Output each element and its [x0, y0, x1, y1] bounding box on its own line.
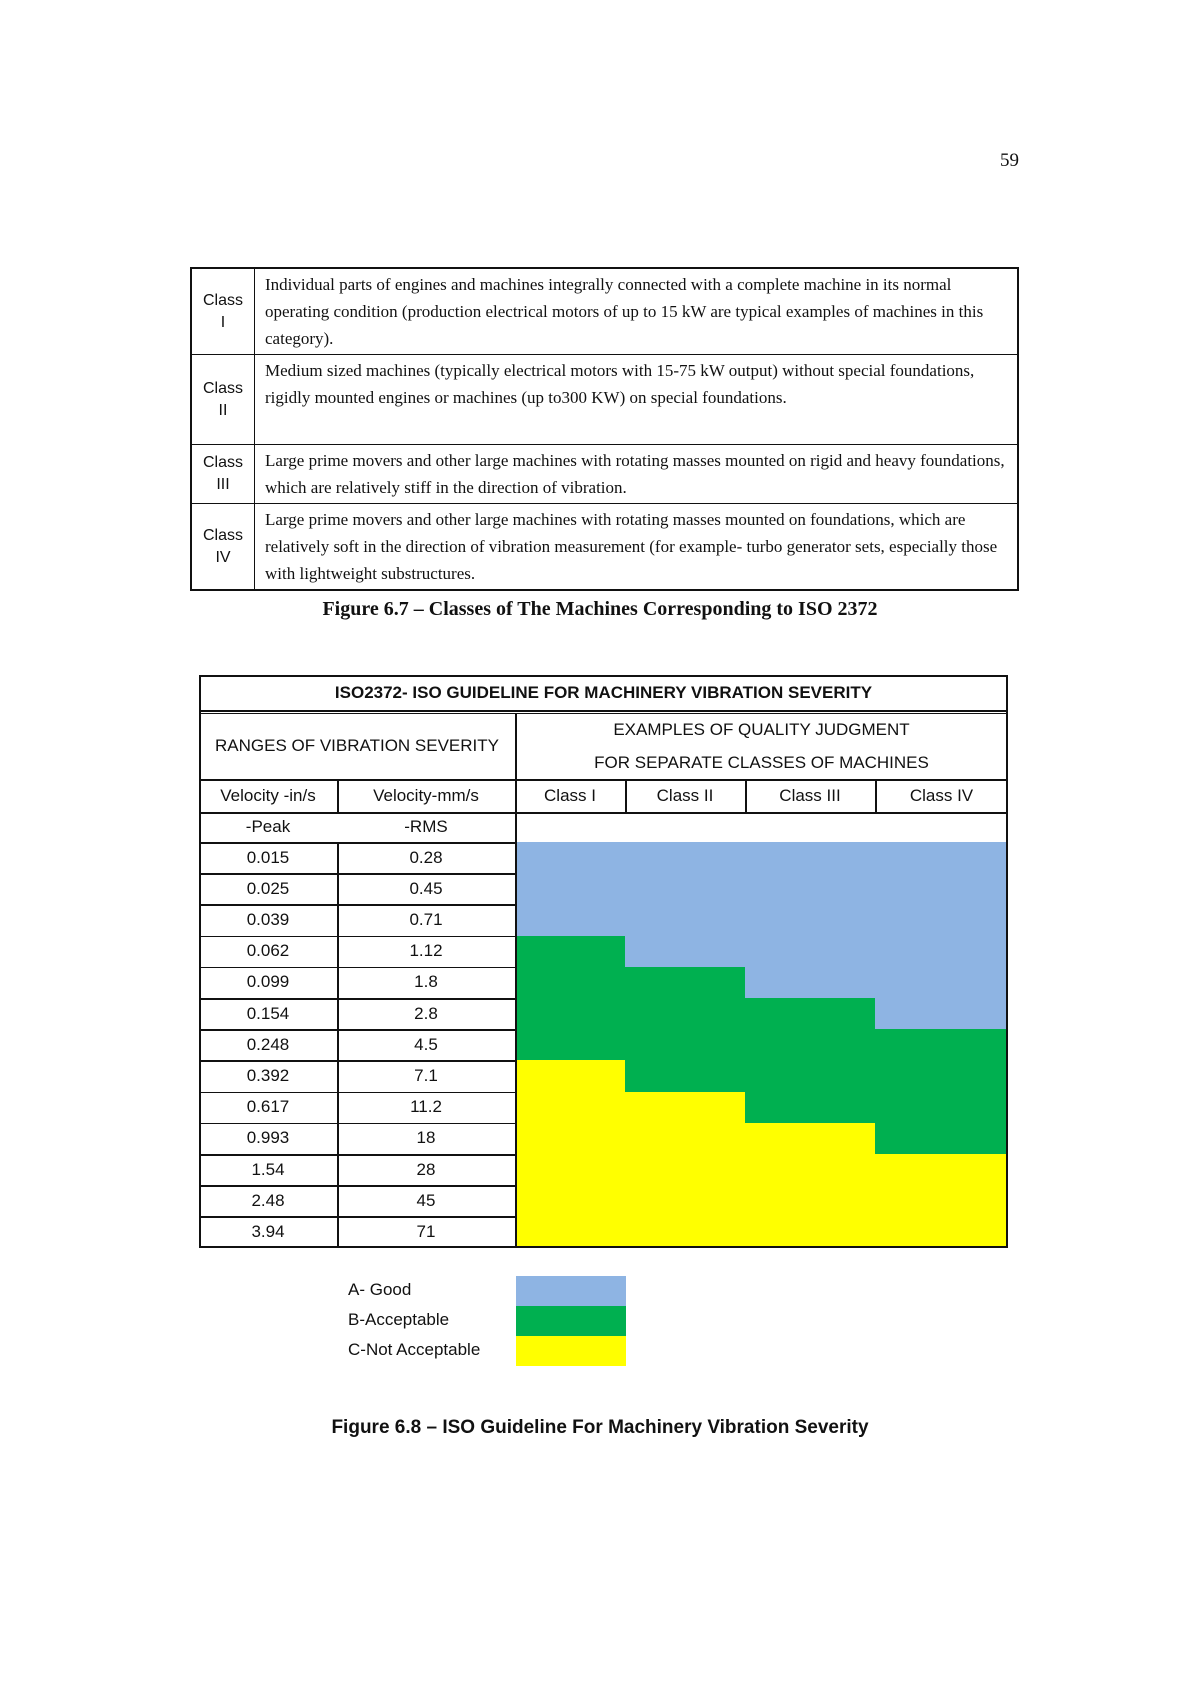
class-description: Medium sized machines (typically electrical motors with 15-75 kW output) without special foundations, rigidly mounted engines or machines (up to300 KW) on special foundations. [255, 355, 1019, 445]
page-number: 59 [1000, 150, 1019, 171]
zone-not-acceptable [875, 1154, 1008, 1248]
grid-line [199, 812, 1008, 814]
velocity-mm-cell: 4.5 [414, 1034, 438, 1054]
legend-swatch [516, 1276, 626, 1306]
legend-label: C-Not Acceptable [348, 1340, 481, 1359]
velocity-in-cell: 0.039 [246, 909, 290, 929]
grid-line [199, 1154, 515, 1156]
zone-not-acceptable [515, 1060, 625, 1247]
grid-line [337, 779, 339, 812]
class-label-text: Class [202, 526, 243, 544]
velocity-in-cell: 0.025 [246, 878, 290, 898]
grid-line [199, 842, 515, 844]
outer-border-bottom [199, 1246, 1008, 1248]
class-header: Class III [779, 785, 841, 805]
legend-item [348, 1306, 648, 1336]
zone-not-acceptable [625, 1092, 745, 1248]
zone-good [515, 842, 625, 936]
figure-6-8-caption: Figure 6.8 – ISO Guideline For Machinery Vibration Severity [331, 1417, 869, 1438]
velocity-mm-cell: 7.1 [414, 1065, 438, 1085]
grid-line [199, 1216, 515, 1218]
velocity-in-cell: 1.54 [251, 1159, 285, 1179]
velocity-mm-cell: 18 [416, 1128, 436, 1148]
outer-border-top [199, 675, 1008, 677]
grid-line [199, 1185, 515, 1187]
grid-line [199, 1060, 515, 1062]
class-label-text: I [220, 313, 226, 331]
grid-line [199, 1123, 515, 1125]
grid-line [199, 1092, 515, 1094]
velocity-mm-cell: 45 [416, 1190, 436, 1210]
grid-line [199, 936, 515, 938]
class-description: Individual parts of engines and machines integrally connected with a complete machine in its normal operating condition (production electrical motors of up to 15 kW are typical examples of machines in this category). [255, 268, 1019, 355]
class-label-text: II [218, 401, 228, 419]
col-mm-header: Velocity-mm/s [373, 785, 479, 805]
class-label-cell [191, 355, 255, 445]
velocity-in-cell: 0.993 [246, 1128, 290, 1148]
velocity-mm-cell: 0.71 [409, 909, 443, 929]
class-label-text: Class [202, 291, 243, 309]
velocity-mm-cell: 28 [416, 1159, 436, 1179]
grid-line [745, 779, 747, 812]
grid-line [875, 779, 877, 812]
class-label-cell [191, 504, 255, 591]
class-label-cell [191, 268, 255, 355]
vibration-severity-chart [199, 675, 1008, 1248]
legend-label: A- Good [348, 1280, 412, 1299]
class-header: Class I [544, 785, 596, 805]
velocity-in-cell: 0.015 [246, 847, 290, 867]
velocity-in-cell: 0.617 [246, 1097, 290, 1117]
machine-class-table [190, 267, 1019, 591]
legend-item [348, 1336, 648, 1366]
outer-border-right [1006, 675, 1008, 1248]
grid-line [625, 779, 627, 812]
velocity-mm-cell: 0.45 [409, 878, 443, 898]
class-row [191, 268, 1018, 355]
velocity-in-cell: 2.48 [251, 1190, 285, 1210]
grid-line [199, 710, 1008, 712]
velocity-mm-cell: 11.2 [410, 1097, 442, 1117]
col-mm-subheader: -RMS [404, 817, 448, 836]
velocity-mm-cell: 2.8 [414, 1003, 438, 1023]
zone-acceptable [625, 967, 745, 1092]
examples-header-line1: EXAMPLES OF QUALITY JUDGMENT [613, 719, 910, 739]
legend-swatch [516, 1306, 626, 1336]
velocity-in-cell: 3.94 [251, 1221, 285, 1241]
velocity-in-cell: 0.248 [246, 1034, 290, 1054]
zone-acceptable [875, 1029, 1008, 1154]
grid-line [199, 904, 515, 906]
class-description: Large prime movers and other large machines with rotating masses mounted on foundations, which are relatively soft in the direction of vibration measurement (for example- turbo generator sets, especially those with lightweight substructures. [255, 504, 1019, 591]
zone-good [875, 842, 1008, 1029]
class-label-text: Class [202, 379, 243, 397]
class-label-text: Class [202, 454, 243, 471]
col-in-header: Velocity -in/s [220, 785, 316, 805]
grid-line [199, 779, 1008, 781]
chart-title: ISO2372- ISO GUIDELINE FOR MACHINERY VIBRATION SEVERITY [334, 683, 873, 702]
legend-swatch [516, 1336, 626, 1366]
grid-line [199, 1029, 515, 1031]
grid-line [199, 713, 1008, 715]
grid-line [199, 967, 515, 969]
outer-border-left [199, 675, 201, 1248]
grid-line [199, 998, 515, 1000]
grid-line [199, 873, 515, 875]
grid-line [515, 713, 517, 1248]
velocity-in-cell: 0.154 [246, 1003, 290, 1023]
class-label-cell [191, 445, 255, 504]
col-in-subheader: -Peak [245, 817, 291, 836]
class-header: Class IV [909, 785, 974, 805]
class-label-text: IV [215, 548, 231, 566]
legend-label: B-Acceptable [348, 1310, 450, 1329]
zone-not-acceptable [745, 1123, 875, 1248]
class-row [191, 504, 1018, 591]
zone-good [745, 842, 875, 998]
class-header: Class II [656, 785, 714, 805]
legend-item [348, 1276, 648, 1306]
velocity-mm-cell: 71 [416, 1221, 436, 1241]
zone-good [625, 842, 745, 967]
ranges-header: RANGES OF VIBRATION SEVERITY [214, 736, 499, 755]
class-row [191, 445, 1018, 504]
grid-line [337, 842, 339, 1248]
class-description: Large prime movers and other large machines with rotating masses mounted on rigid and heavy foundations, which are relatively stiff in the direction of vibration. [255, 445, 1019, 504]
velocity-in-cell: 0.099 [246, 972, 290, 992]
velocity-mm-cell: 1.8 [414, 972, 438, 992]
examples-header-line2: FOR SEPARATE CLASSES OF MACHINES [594, 752, 929, 772]
velocity-in-cell: 0.392 [246, 1065, 290, 1085]
class-label-text: III [216, 476, 230, 493]
figure-6-7-caption: Figure 6.7 – Classes of The Machines Corresponding to ISO 2372 [322, 598, 878, 620]
zone-acceptable [515, 936, 625, 1061]
velocity-mm-cell: 1.12 [409, 941, 443, 961]
velocity-mm-cell: 0.28 [409, 847, 443, 867]
class-row [191, 355, 1018, 445]
zone-acceptable [745, 998, 875, 1123]
velocity-in-cell: 0.062 [246, 941, 290, 961]
